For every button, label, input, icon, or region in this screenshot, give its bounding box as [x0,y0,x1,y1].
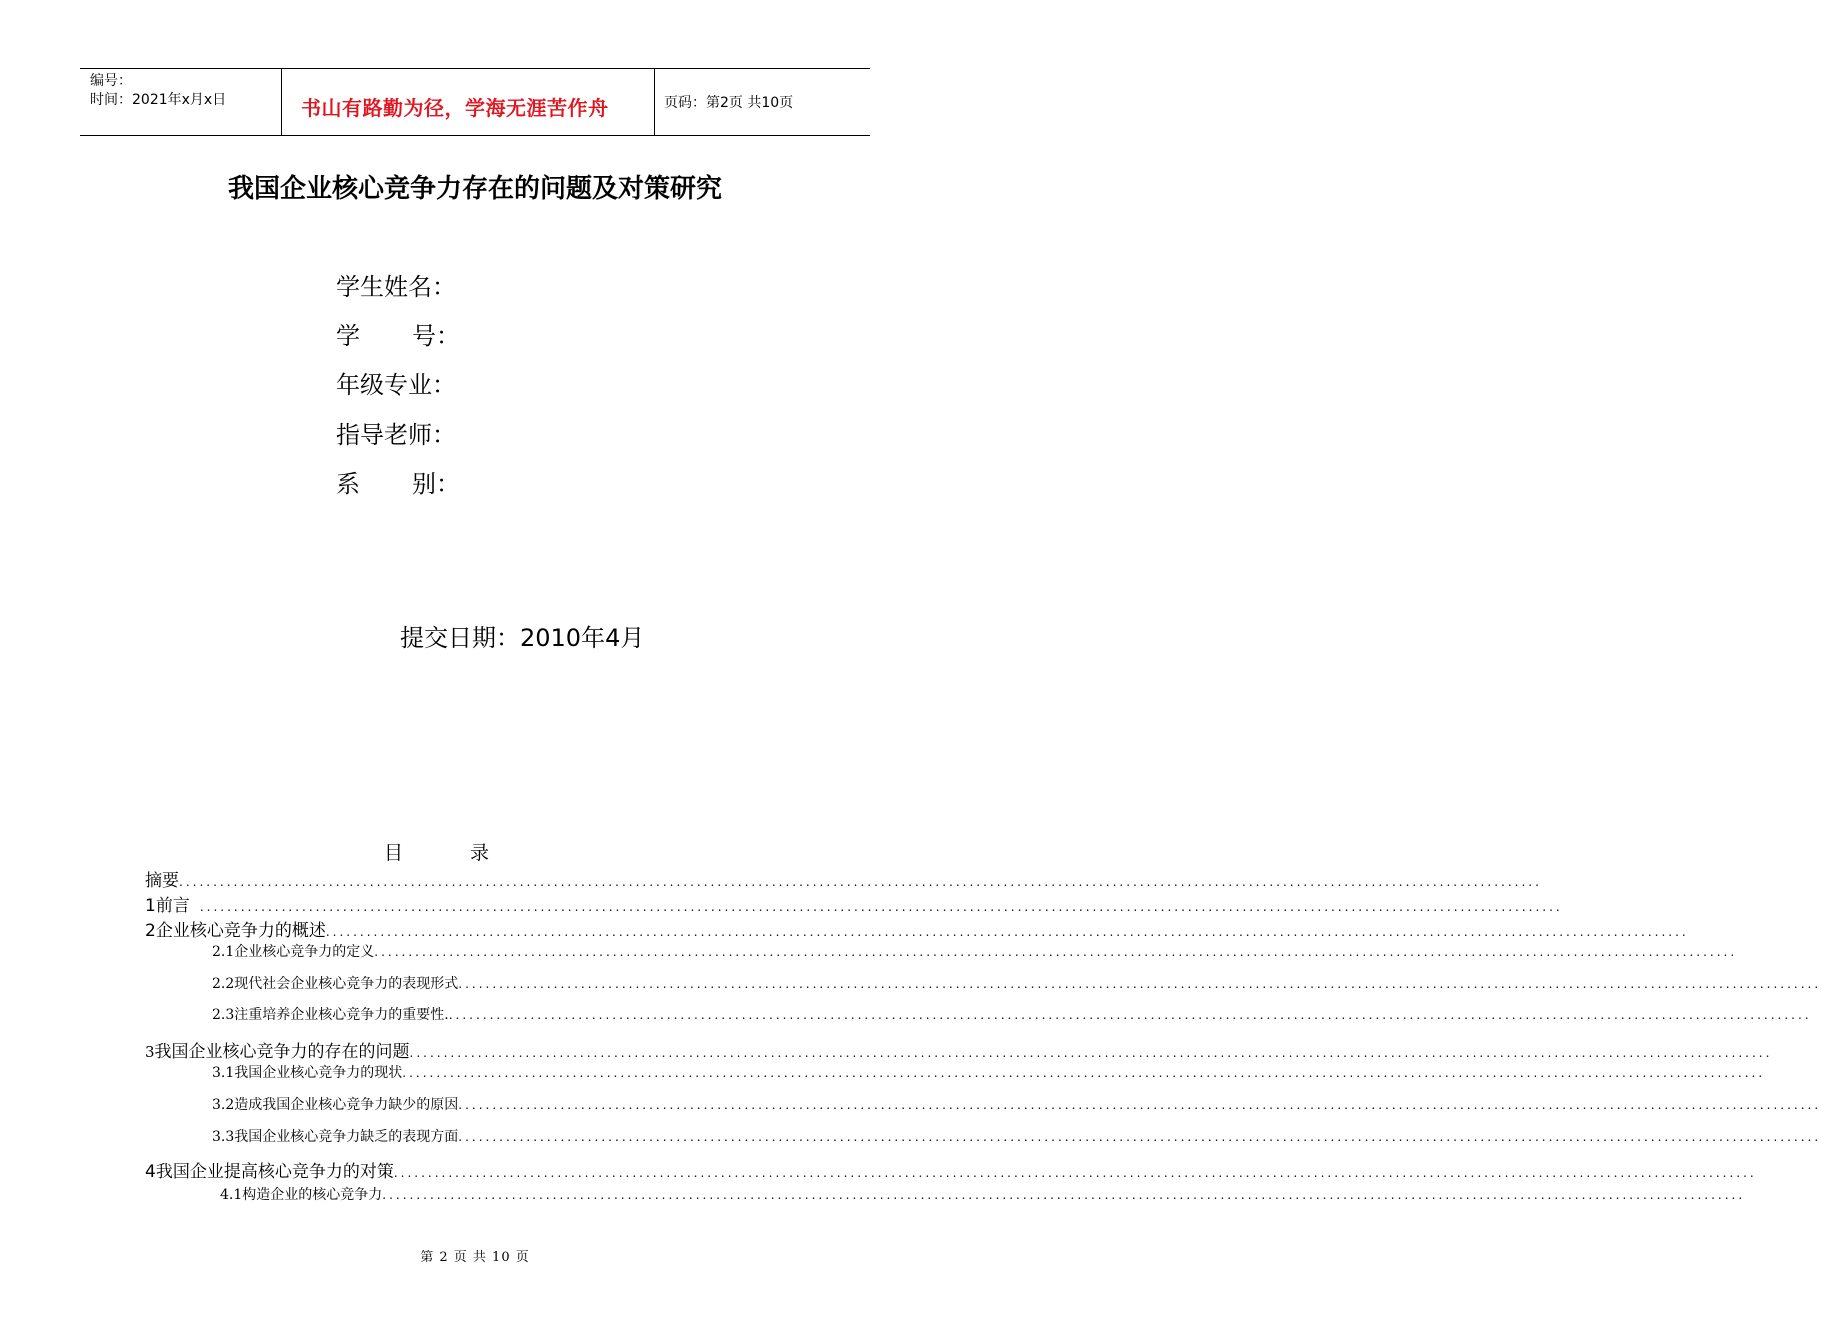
toc-entry-number: 4 [145,1162,156,1182]
toc-entry-number: 2.1 [212,944,235,960]
toc-entry-text: 前言 [155,896,190,916]
toc-leader: ........................................................................................................................................................................................................ [458,1130,1821,1144]
toc-entry-text: 现代社会企业核心竞争力的表现形式 [234,976,459,992]
department-label-a: 系 [336,470,360,498]
student-id-label-b: 号： [412,322,460,350]
toc-entry-text: 摘要 [145,871,179,891]
toc-entry-4-1[interactable] [220,1184,1746,1204]
toc-leader: ........................................................................................................................................................................................................ [393,1166,1757,1180]
toc-leader: ........................................................................................................................................................................................................ [382,1188,1746,1202]
toc-entry-3-3[interactable] [212,1126,1821,1146]
toc-entry-text: 我国企业核心竞争力缺乏的表现方面 [234,1129,459,1145]
toc-entry-text: 企业核心竞争力的定义 [234,944,375,960]
toc-entry-4[interactable] [145,1157,1757,1182]
toc-leader: ........................................................................................................................................................................................................ [199,900,1563,914]
toc-leader: ........................................................................................................................................................................................................ [374,945,1738,959]
toc-entry-2-2[interactable] [212,973,1821,993]
toc-entry-text: 造成我国企业核心竞争力缺少的原因 [234,1097,459,1113]
toc-entry-abstract[interactable] [145,866,1542,891]
toc-entry-number: 3.1 [212,1065,235,1081]
toc-entry-number: 3.2 [212,1097,235,1113]
advisor-label: 指导老师： [336,421,456,449]
toc-entry-3[interactable] [145,1037,1773,1062]
student-id-label [336,321,460,351]
header-bottom-rule [80,135,870,136]
time-label: 时间：2021年x月x日 [90,92,227,108]
student-id-label-a: 学 [336,322,360,350]
toc-leader: ........................................................................................................................................................................................................ [402,1066,1766,1080]
toc-entry-number: 3 [145,1043,155,1061]
header-divider-right [654,68,655,135]
toc-entry-number: 1 [145,896,156,916]
document-title: 我国企业核心竞争力存在的问题及对策研究 [227,174,722,204]
toc-entry-number: 3.3 [212,1129,235,1145]
page-footer: 第 2 页 共 10 页 [420,1250,530,1265]
toc-leader: ........................................................................................................................................................................................................ [325,925,1689,939]
student-name-label: 学生姓名： [336,273,456,301]
toc-entry-2[interactable] [145,916,1689,941]
toc-entry-number: 4.1 [220,1187,243,1203]
toc-entry-1[interactable] [145,891,1563,916]
submit-date: 提交日期：2010年4月 [400,624,645,652]
toc-entry-number: 2 [145,921,156,941]
toc-entry-2-3[interactable] [212,1004,1812,1024]
toc-entry-number: 2.2 [212,976,235,992]
toc-entry-number: 2.3 [212,1007,235,1023]
toc-entry-text: 我国企业核心竞争力的现状 [234,1065,403,1081]
toc-heading-b: 录 [470,842,490,864]
toc-heading-a: 目 [384,842,404,864]
toc-entry-text: 我国企业提高核心竞争力的对策 [155,1162,394,1182]
motto: 书山有路勤为径，学海无涯苦作舟 [301,96,609,120]
toc-entry-3-1[interactable] [212,1062,1766,1082]
toc-leader: ........................................................................................................................................................................................................ [179,875,1542,889]
toc-leader: ........................................................................................................................................................................................................ [458,1098,1821,1112]
toc-leader: ........................................................................................................................................................................................................ [458,977,1821,991]
toc-entry-3-2[interactable] [212,1094,1821,1114]
department-label [336,469,460,499]
toc-entry-text: 注重培养企业核心竞争力的重要性. [234,1007,449,1023]
grade-major-label: 年级专业： [336,371,456,399]
toc-entry-2-1[interactable] [212,941,1738,961]
header-divider-left [281,68,282,135]
toc-entry-text: 企业核心竞争力的概述 [155,921,326,941]
serial-label: 编号： [90,73,132,89]
toc-entry-text: 我国企业核心竞争力的存在的问题 [154,1042,410,1062]
toc-entry-text: 构造企业的核心竞争力 [242,1187,383,1203]
toc-leader: ........................................................................................................................................................................................................ [409,1046,1773,1060]
header-top-rule [80,68,870,69]
department-label-b: 别： [412,470,460,498]
page-label: 页码：第2页 共10页 [664,95,794,111]
toc-leader: ........................................................................................................................................................................................................ [448,1008,1812,1022]
